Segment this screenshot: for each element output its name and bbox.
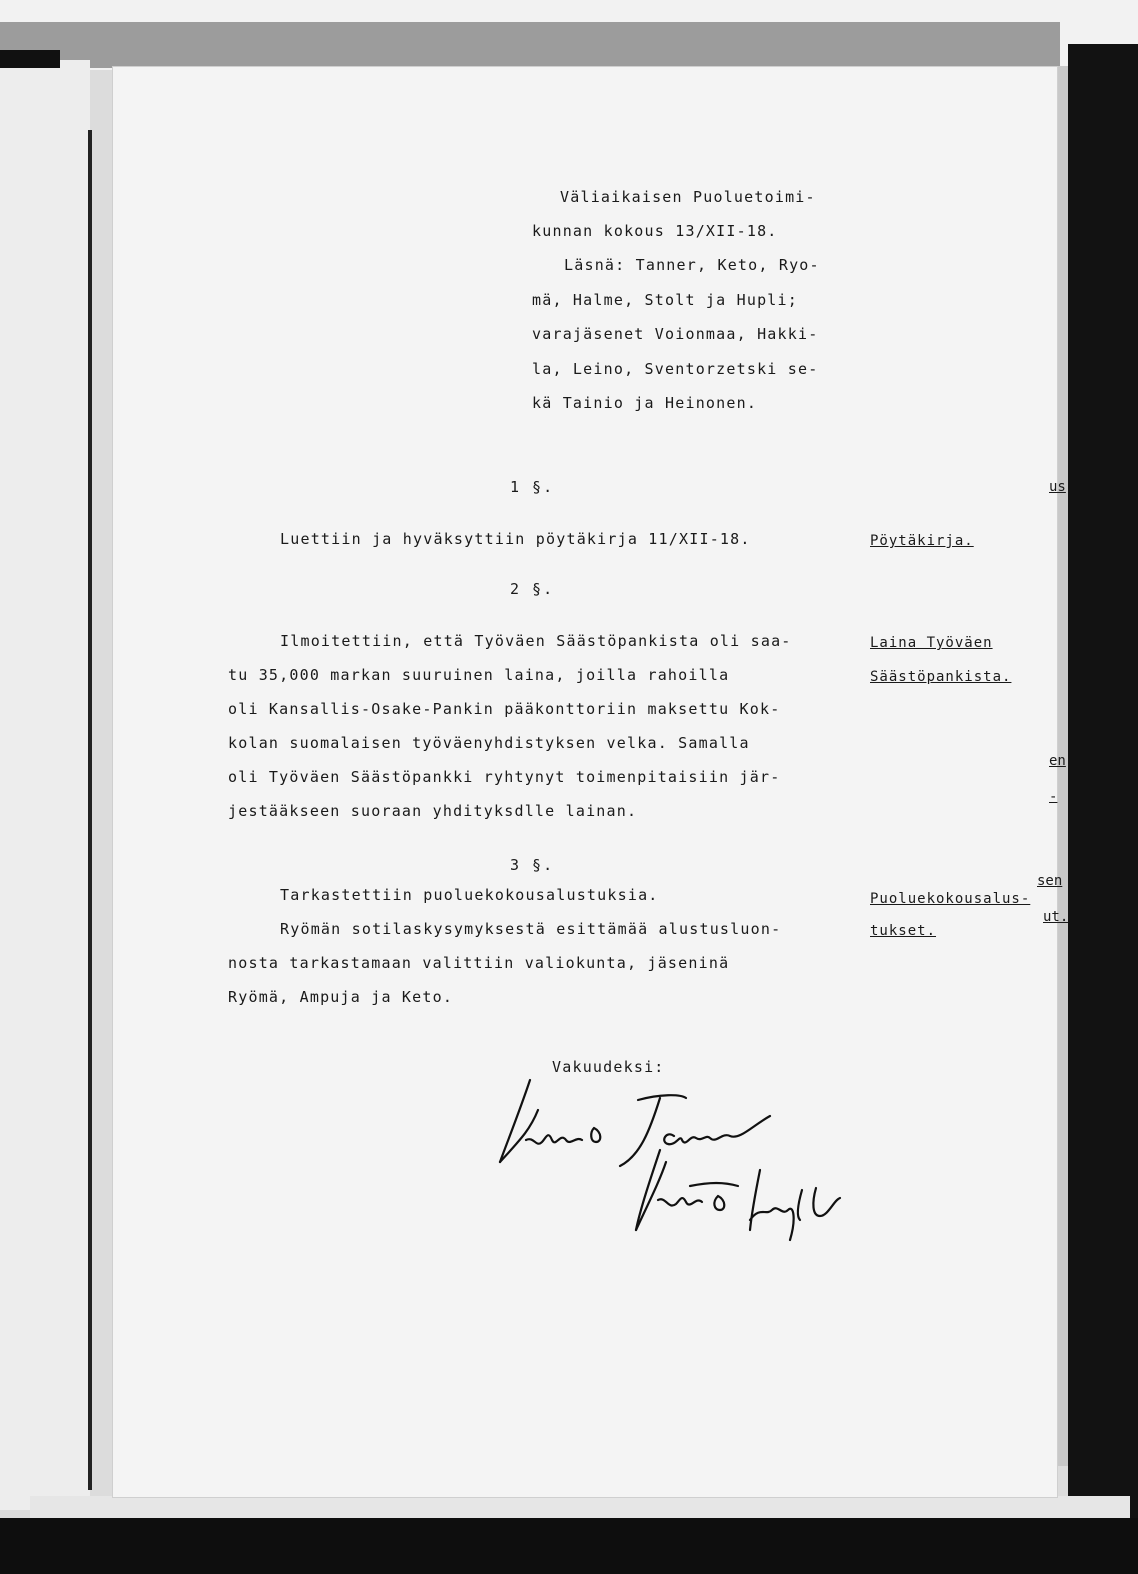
margin-note: Puoluekokousalus- <box>870 891 1031 907</box>
section-line: oli Kansallis-Osake-Pankin pääkonttoriin maksettu Kok- <box>228 700 781 718</box>
margin-note: tukset. <box>870 923 937 939</box>
edge-fragment: en <box>1049 753 1066 769</box>
section-line: Luettiin ja hyväksyttiin pöytäkirja 11/XII-18. <box>280 530 751 548</box>
section-line: oli Työväen Säästöpankki ryhtynyt toimenpitaisiin jär- <box>228 768 781 786</box>
edge-fragment: us <box>1049 479 1066 495</box>
header-line: mä, Halme, Stolt ja Hupli; <box>532 291 798 309</box>
section-line: Tarkastettiin puoluekokousalustuksia. <box>280 886 659 904</box>
header-line: varajäsenet Voionmaa, Hakki- <box>532 325 819 343</box>
scan-corner-mark <box>0 50 60 68</box>
scan-top-shadow <box>0 22 1060 68</box>
header-line: kä Tainio ja Heinonen. <box>532 394 758 412</box>
left-binding-rule <box>88 130 92 1490</box>
section-line: Ilmoitettiin, että Työväen Säästöpankista oli saa- <box>280 632 792 650</box>
signatures <box>490 1070 870 1250</box>
margin-note: Pöytäkirja. <box>870 533 974 549</box>
header-line: Väliaikaisen Puoluetoimi- <box>560 188 816 206</box>
header-line: la, Leino, Sventorzetski se- <box>532 360 819 378</box>
right-binder-cover <box>1068 44 1138 1518</box>
margin-note: Säästöpankista. <box>870 669 1012 685</box>
margin-note: Laina Työväen <box>870 635 993 651</box>
edge-fragment: - <box>1049 789 1058 805</box>
edge-fragment: sen <box>1037 873 1063 889</box>
attestation-label: Vakuudeksi: <box>552 1058 665 1076</box>
section-line: nosta tarkastamaan valittiin valiokunta, jäseninä <box>228 954 730 972</box>
edge-fragment: ut. <box>1043 909 1069 925</box>
left-page-edge <box>0 60 90 1510</box>
bottom-binder-shadow <box>0 1518 1138 1574</box>
document-page <box>112 66 1069 1498</box>
section-number: 1 §. <box>510 478 555 496</box>
section-line: kolan suomalaisen työväenyhdistyksen velka. Samalla <box>228 734 750 752</box>
section-number: 3 §. <box>510 856 555 874</box>
section-line: Ryömän sotilaskysymyksestä esittämää alustusluon- <box>280 920 782 938</box>
section-line: tu 35,000 markan suuruinen laina, joilla rahoilla <box>228 666 730 684</box>
section-line: jestääkseen suoraan yhdityksdlle lainan. <box>228 802 638 820</box>
header-line: Läsnä: Tanner, Keto, Ryo- <box>564 256 820 274</box>
section-line: Ryömä, Ampuja ja Keto. <box>228 988 454 1006</box>
header-line: kunnan kokous 13/XII-18. <box>532 222 778 240</box>
section-number: 2 §. <box>510 580 555 598</box>
signature-image <box>490 1070 870 1250</box>
